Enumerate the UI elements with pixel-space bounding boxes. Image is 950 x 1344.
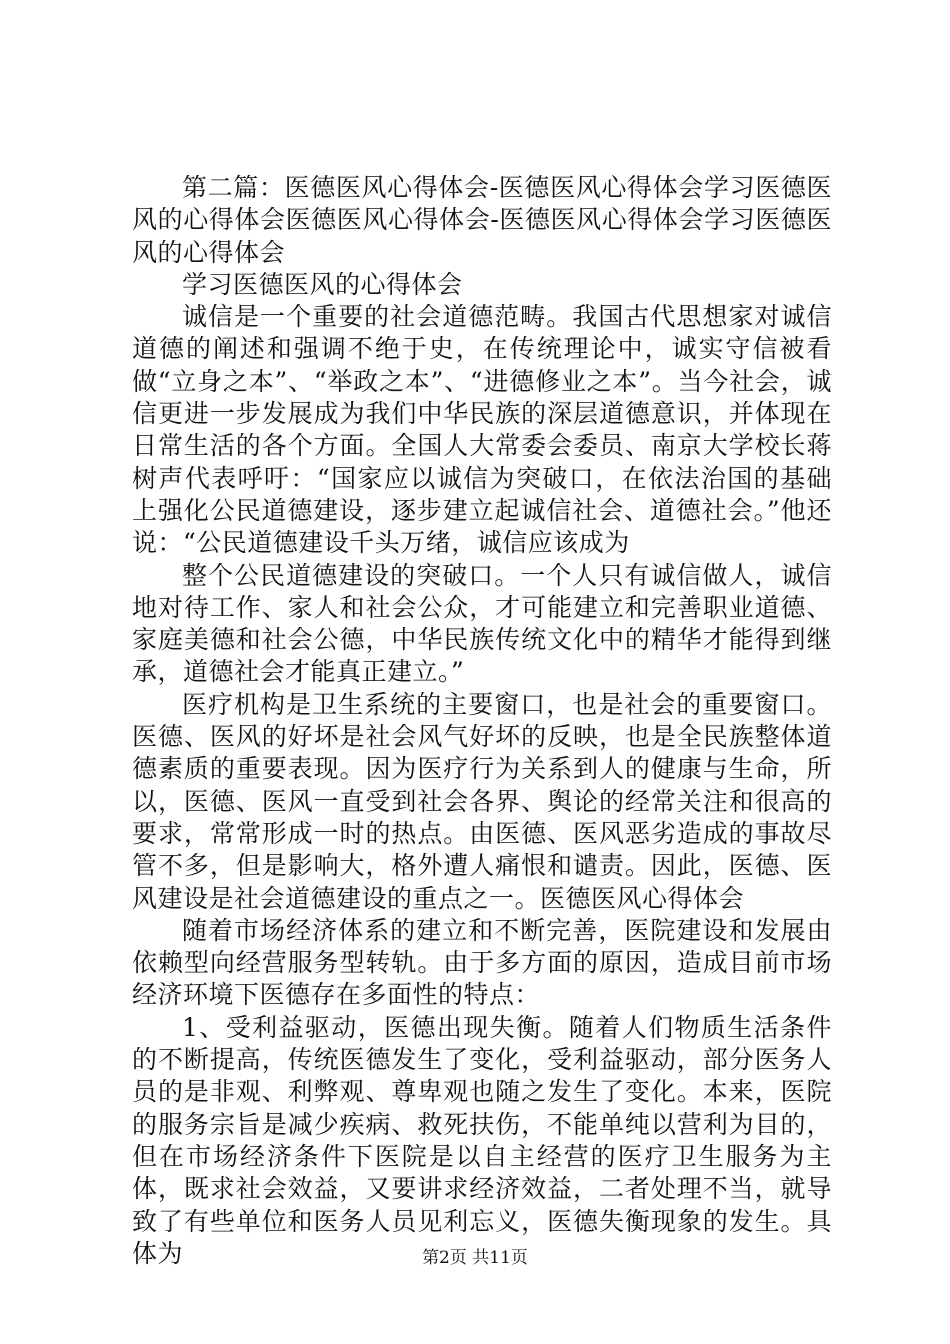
body-paragraph: 随着市场经济体系的建立和不断完善，医院建设和发展由依赖型向经营服务型转轨。由于多方面的原因，造成目前市场经济环境下医德存在多面性的特点： [132,915,832,1010]
body-paragraph: 诚信是一个重要的社会道德范畴。我国古代思想家对诚信道德的阐述和强调不绝于史，在传统理论中，诚实守信被看做“立身之本”、“举政之本”、“进德修业之本”。当今社会，诚信更进一步发展成为我们中华民族的深层道德意识，并体现在日常生活的各个方面。全国人大常委会委员、南京大学校长蒋树声代表呼吁：“国家应以诚信为突破口，在依法治国的基础上强化公民道德建设，逐步建立起诚信社会、道德社会。”他还说：“公民道德建设千头万绪，诚信应该成为 [132,302,832,558]
document-body [132,172,832,1270]
subtitle-paragraph: 学习医德医风的心得体会 [182,269,463,299]
heading-paragraph: 第二篇：医德医风心得体会-医德医风心得体会学习医德医风的心得体会医德医风心得体会-医德医风心得体会学习医德医风的心得体会 [132,173,832,267]
page-number-footer: 第2页 共11页 [422,1248,528,1268]
body-paragraph: 医疗机构是卫生系统的主要窗口，也是社会的重要窗口。医德、医风的好坏是社会风气好坏的反映，也是全民族整体道德素质的重要表现。因为医疗行为关系到人的健康与生命，所以，医德、医风一直受到社会各界、舆论的经常关注和很高的要求，常常形成一时的热点。由医德、医风恶劣造成的事故尽管不多，但是影响大，格外遭人痛恨和谴责。因此，医德、医风建设是社会道德建设的重点之一。医德医风心得体会 [132,689,832,913]
body-paragraph: 整个公民道德建设的突破口。一个人只有诚信做人，诚信地对待工作、家人和社会公众，才可能建立和完善职业道德、家庭美德和社会公德，中华民族传统文化中的精华才能得到继承，道德社会才能真正建立。” [132,560,832,687]
body-paragraph: 1、受利益驱动，医德出现失衡。随着人们物质生活条件的不断提高，传统医德发生了变化，受利益驱动，部分医务人员的是非观、利弊观、尊卑观也随之发生了变化。本来，医院的服务宗旨是减少疾病、救死扶伤，不能单纯以营利为目的，但在市场经济条件下医院是以自主经营的医疗卫生服务为主体，既求社会效益，又要讲求经济效益，二者处理不当，就导致了有些单位和医务人员见利忘义，医德失衡现象的发生。具体为 [132,1012,832,1268]
